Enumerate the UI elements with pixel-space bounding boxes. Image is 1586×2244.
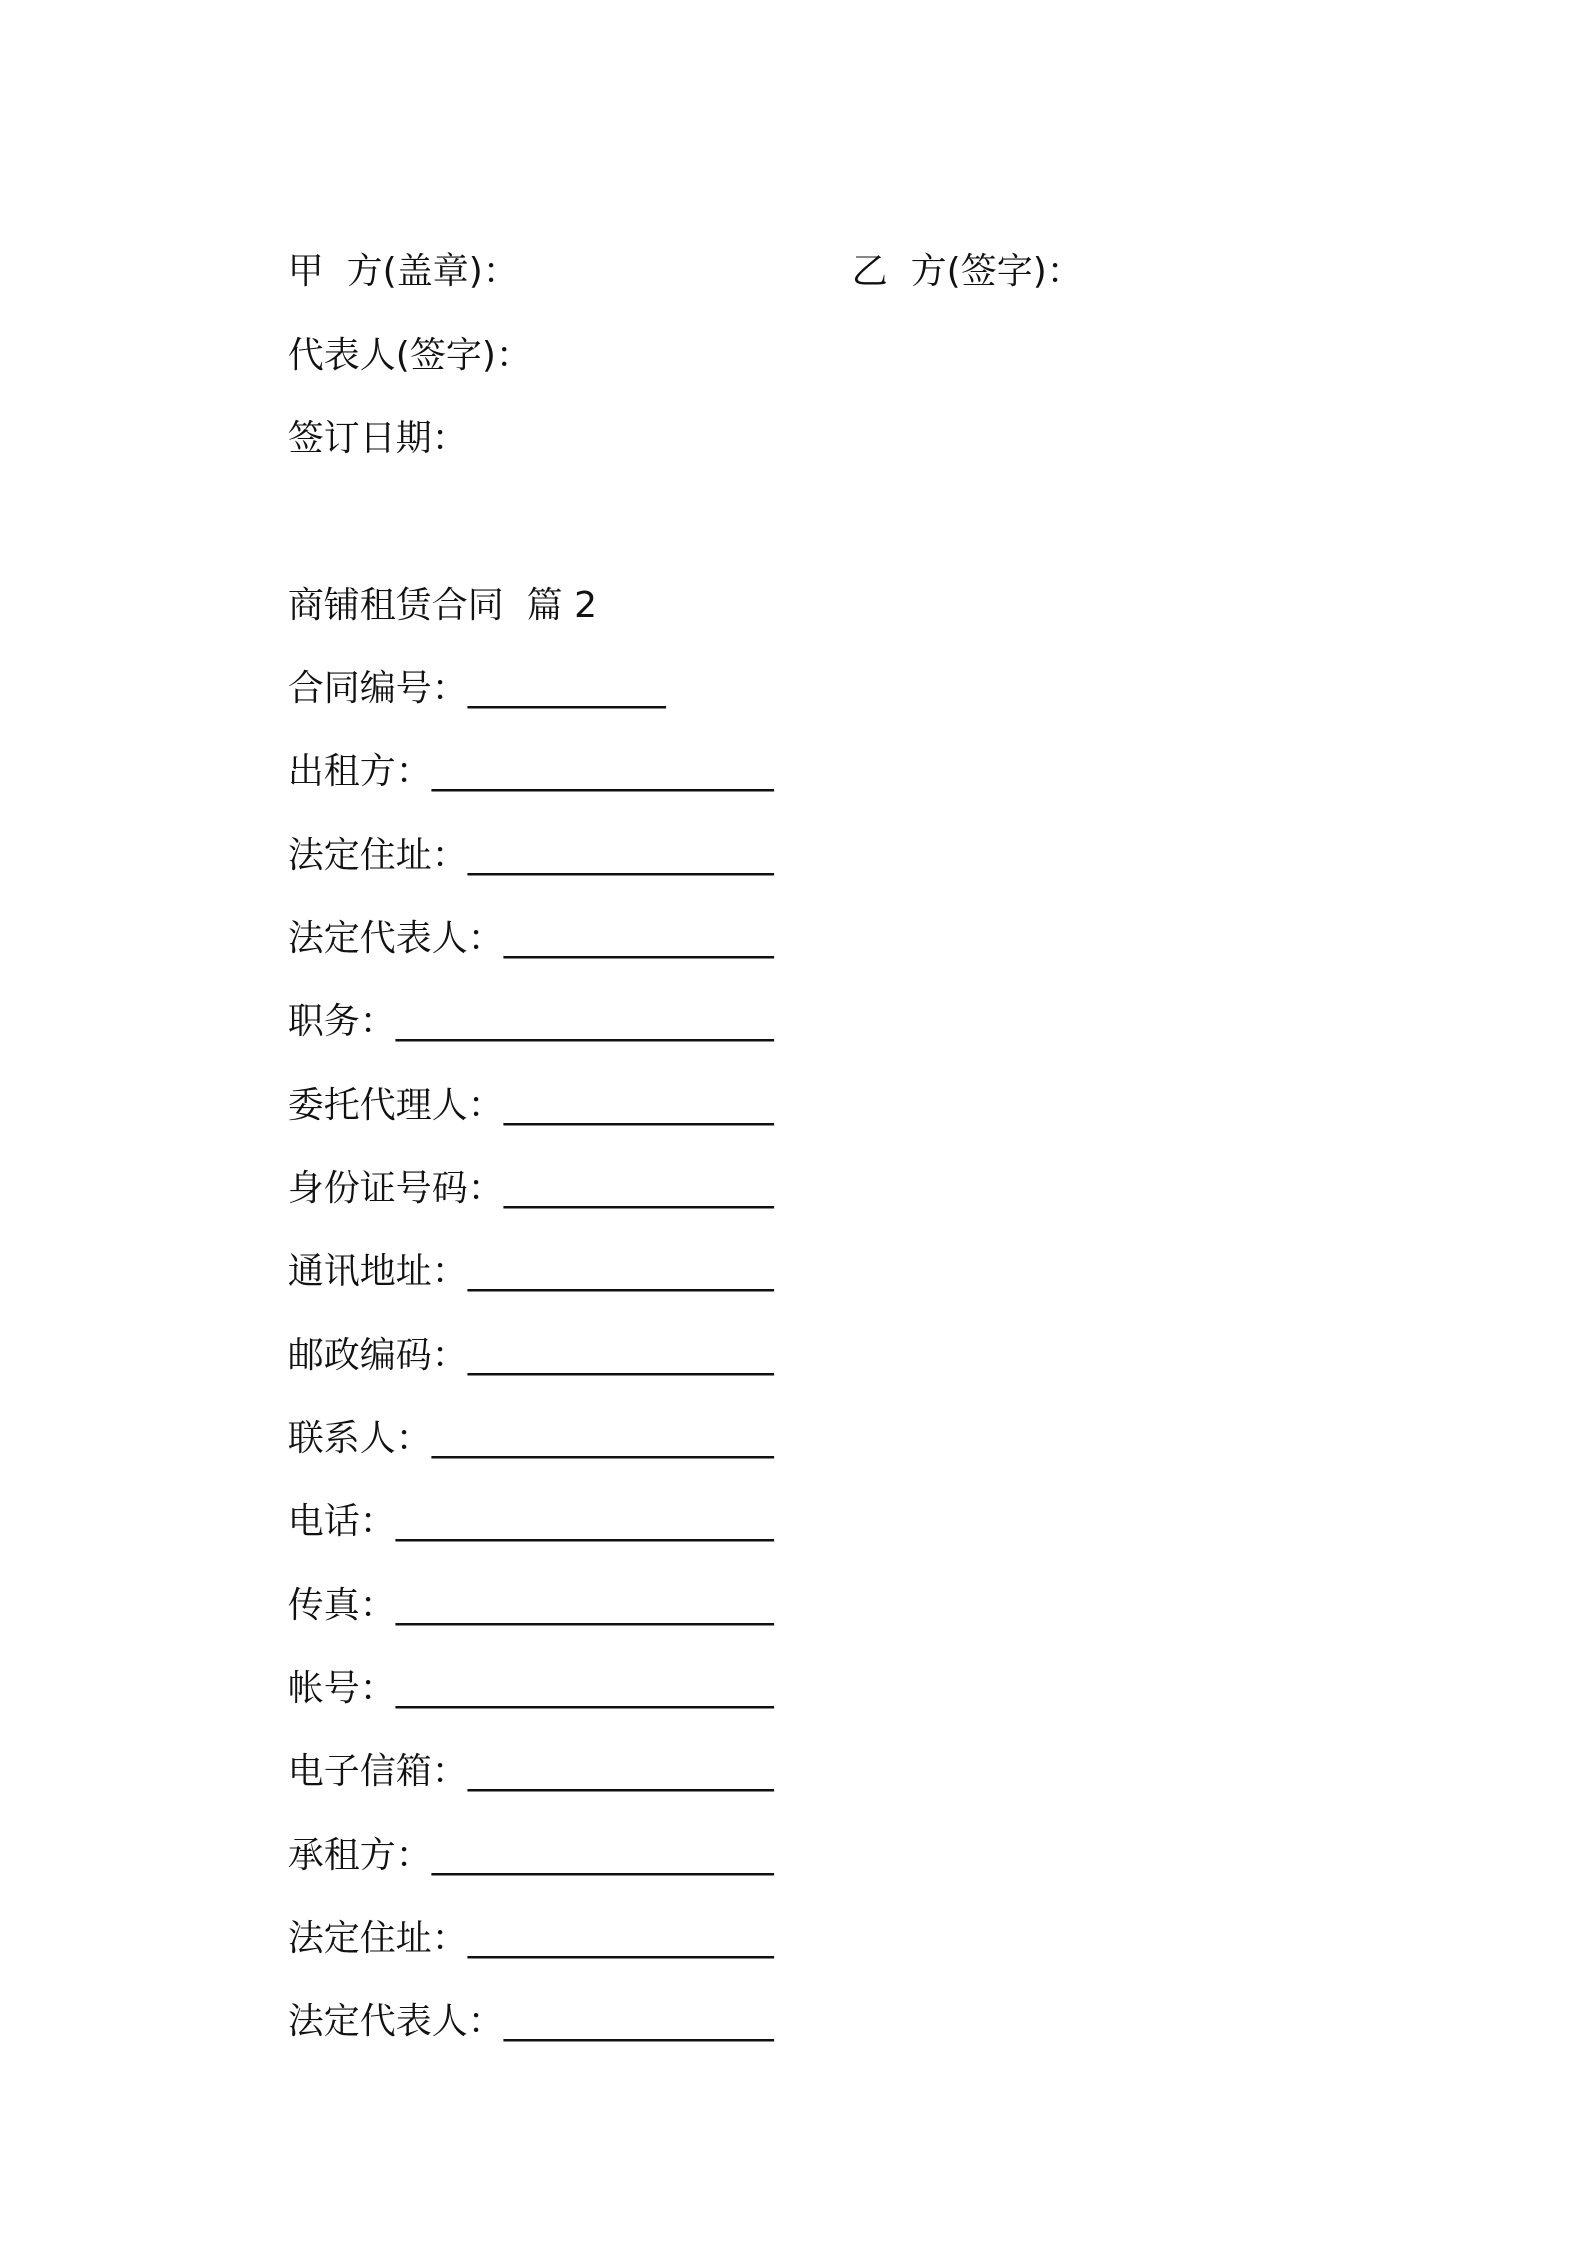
- field-blank: ___________________: [431, 751, 774, 792]
- field-label: 通讯地址：: [287, 1251, 468, 1292]
- field-blank: _____________________: [395, 1501, 774, 1542]
- field-blank: _____________________: [395, 1001, 774, 1042]
- field-blank: _____________________: [395, 1585, 774, 1626]
- field-label: 法定代表人：: [287, 918, 504, 959]
- party-b-sign-line: [806, 206, 1083, 338]
- field-label: 身份证号码：: [287, 1168, 504, 1209]
- field-blank: _________________: [467, 1251, 774, 1292]
- field-label: 联系人：: [287, 1418, 432, 1459]
- field-blank: _________________: [467, 1335, 774, 1376]
- field-label: 电子信箱：: [287, 1751, 468, 1792]
- field-blank: _______________: [503, 1085, 774, 1126]
- field-label: 职务：: [287, 1001, 396, 1042]
- field-label: 委托代理人：: [287, 1085, 504, 1126]
- party-b-sign-label: 乙 方(签字)：: [851, 251, 1083, 292]
- field-blank: _______________: [503, 2001, 774, 2042]
- field-line: [242, 1956, 774, 2088]
- field-blank: ___________________: [431, 1418, 774, 1459]
- field-blank: _________________: [467, 1918, 774, 1959]
- field-blank: _____________________: [395, 1668, 774, 1709]
- sign-date-label: 签订日期：: [287, 418, 468, 459]
- field-blank: _______________: [503, 918, 774, 959]
- field-label: 承租方：: [287, 1835, 432, 1876]
- field-label: 帐号：: [287, 1668, 396, 1709]
- field-blank: _________________: [467, 1751, 774, 1792]
- field-label: 法定代表人：: [287, 2001, 504, 2042]
- field-blank: _________________: [467, 835, 774, 876]
- field-label: 法定住址：: [287, 1918, 468, 1959]
- field-label: 传真：: [287, 1585, 396, 1626]
- field-blank: ___________: [467, 668, 666, 709]
- representative-sign-label: 代表人(签字)：: [287, 335, 532, 376]
- field-label: 邮政编码：: [287, 1335, 468, 1376]
- field-label: 法定住址：: [287, 835, 468, 876]
- field-blank: ___________________: [431, 1835, 774, 1876]
- field-label: 电话：: [287, 1501, 396, 1542]
- section-title-text: 商铺租赁合同 篇 2: [287, 585, 598, 626]
- sign-date-line: [242, 373, 468, 505]
- field-blank: _______________: [503, 1168, 774, 1209]
- party-a-seal-label: 甲 方(盖章)：: [287, 251, 519, 292]
- field-label: 合同编号：: [287, 668, 468, 709]
- field-label: 出租方：: [287, 751, 432, 792]
